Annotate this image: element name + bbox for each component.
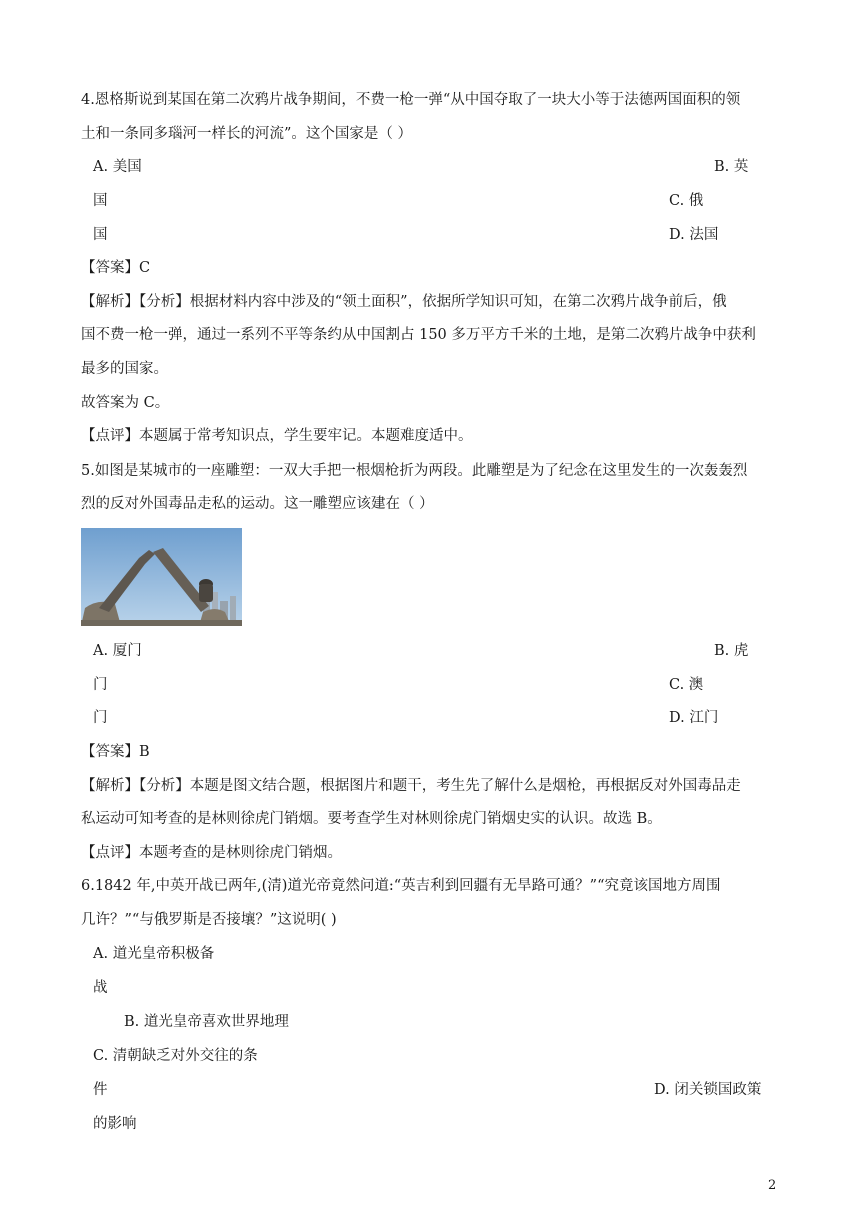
q6-option-d: D. 闭关锁国政策 [654, 1082, 762, 1098]
q5-answer: 【答案】B [81, 744, 150, 760]
q5-stem-line2: 烈的反对外国毒品走私的运动。这一雕塑应该建在（ ） [81, 496, 434, 512]
q4-option-c-continued: 国 [93, 227, 108, 243]
q4-analysis-line3: 最多的国家。 [81, 361, 168, 377]
page-number: 2 [768, 1178, 777, 1193]
q4-option-c: C. 俄 [669, 193, 704, 209]
q6-option-a: A. 道光皇帝积极备 [93, 946, 215, 962]
q4-analysis-line1: 【解析】【分析】根据材料内容中涉及的“领土面积”，依据所学知识可知，在第二次鸦片战争前后，俄 [81, 294, 727, 310]
q6-option-b: B. 道光皇帝喜欢世界地理 [124, 1014, 289, 1030]
q4-answer: 【答案】C [81, 260, 151, 276]
q6-option-c-continued: 件 [93, 1082, 108, 1098]
q6-option-d-continued: 的影响 [93, 1116, 137, 1132]
q6-option-c: C. 清朝缺乏对外交往的条 [93, 1048, 258, 1064]
q5-option-a: A. 厦门 [93, 643, 142, 659]
q4-comment: 【点评】本题属于常考知识点，学生要牢记。本题难度适中。 [81, 428, 473, 444]
q5-option-d: D. 江门 [669, 710, 719, 726]
q4-option-b: B. 英 [714, 159, 749, 175]
q5-option-b: B. 虎 [714, 643, 749, 659]
q6-stem-line2: 几许？”“与俄罗斯是否接壤？”这说明( ) [81, 912, 337, 928]
q5-comment: 【点评】本题考查的是林则徐虎门销烟。 [81, 845, 342, 861]
q4-analysis-line2: 国不费一枪一弹，通过一系列不平等条约从中国割占 150 多万平方千米的土地，是第二次鸦片战争中获利 [81, 327, 756, 343]
sculpture-photo [81, 528, 242, 626]
q5-analysis-line2: 私运动可知考查的是林则徐虎门销烟。要考查学生对林则徐虎门销烟史实的认识。故选 B。 [81, 811, 662, 827]
q4-stem-line2: 土和一条同多瑙河一样长的河流”。这个国家是（ ） [81, 126, 413, 142]
q5-option-b-continued: 门 [93, 677, 108, 693]
q6-option-a-continued: 战 [93, 980, 108, 996]
q4-option-a: A. 美国 [93, 159, 142, 175]
q5-analysis-line1: 【解析】【分析】本题是图文结合题，根据图片和题干，考生先了解什么是烟枪，再根据反对外国毒品走 [81, 778, 741, 794]
q4-option-b-continued: 国 [93, 193, 108, 209]
q5-stem-line1: 5.如图是某城市的一座雕塑：一双大手把一根烟枪折为两段。此雕塑是为了纪念在这里发生的一次轰轰烈 [81, 463, 748, 479]
q4-conclusion: 故答案为 C。 [81, 395, 170, 411]
q6-stem-line1: 6.1842 年,中英开战已两年,(清)道光帝竟然问道:“英吉利到回疆有无旱路可通？”“究竟该国地方周围 [81, 878, 721, 894]
q4-stem-line1: 4.恩格斯说到某国在第二次鸦片战争期间，不费一枪一弹“从中国夺取了一块大小等于法德两国面积的领 [81, 92, 741, 108]
q5-option-c-continued: 门 [93, 710, 108, 726]
q4-option-d: D. 法国 [669, 227, 719, 243]
q5-option-c: C. 澳 [669, 677, 704, 693]
